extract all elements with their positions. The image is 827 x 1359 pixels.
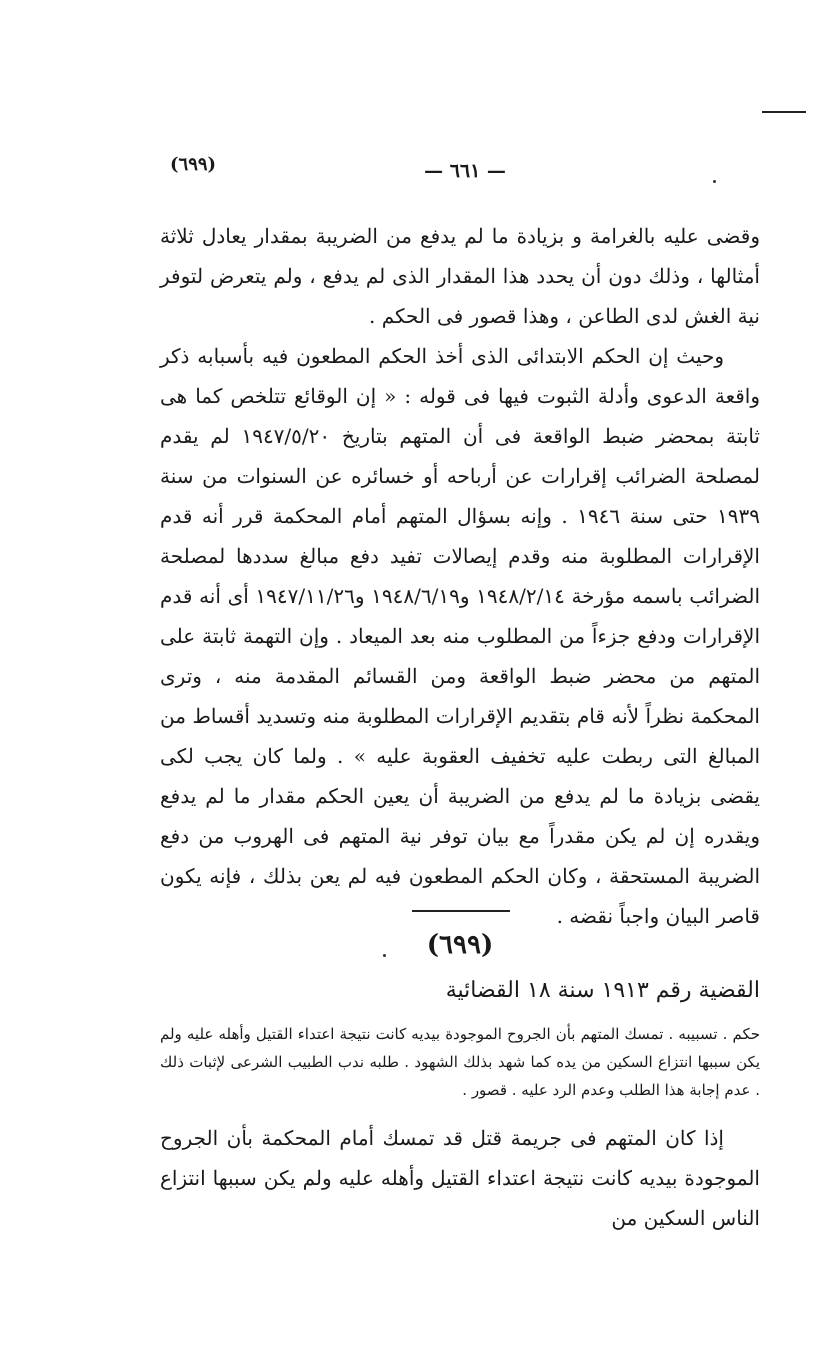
speck [713, 180, 716, 183]
case-paragraph-1: إذا كان المتهم فى جريمة قتل قد تمسك أمام المحكمة بأن الجروح الموجودة بيديه كانت نتيجة اعتداء القتيل وأهله عليه ولم يكن سببها انتزاع الناس السكين من [160, 1126, 760, 1230]
header-case-ref: (٦٩٩) [170, 154, 217, 175]
paragraph-2: وحيث إن الحكم الابتدائى الذى أخذ الحكم المطعون فيه بأسبابه ذكر واقعة الدعوى وأدلة الثبوت فيها فى قوله : « إن الوقائع تتلخص كما هى ثابتة بمحضر ضبط الواقعة فى أن المتهم بتاريخ ١٩٤٧/٥/٢٠ لم يقدم لمصلحة الضرائب إقرارات عن أرباحه أو خسائره عن السنوات من سنة ١٩٣٩ حتى سنة ١٩٤٦ . وإنه بسؤال المتهم أمام المحكمة قرر أنه قدم الإقرارات المطلوبة منه وقدم إيصالات تفيد دفع مبالغ سددها لمصلحة الضرائب باسمه مؤرخة ١٩٤٨/٢/١٤ و١٩٤٨/٦/١٩ و١٩٤٧/١١/٢٦ أى أنه قدم الإقرارات ودفع جزءاً من المطلوب منه بعد الميعاد . وإن التهمة ثابتة على المتهم من محضر ضبط الواقعة ومن القسائم المقدمة منه ، وترى المحكمة نظراً لأنه قام بتقديم الإقرارات المطلوبة منه وتسديد أقساط من المبالغ التى ربطت عليه تخفيف العقوبة عليه » . ولما كان يجب لكى يقضى بزيادة ما لم يدفع من الضريبة أن يعين الحكم مقدار ما لم يدفع ويقدره إن لم يكن مقدراً مع بيان توفر نية المتهم فى الهروب من دفع الضريبة المستحقة ، وكان الحكم المطعون فيه لم يعن بذلك ، فإنه يكون قاصر البيان واجباً نقضه . [160, 344, 761, 928]
section-divider [412, 910, 510, 912]
page-header [0, 150, 827, 190]
case-title: القضية رقم ١٩١٣ سنة ١٨ القضائية [445, 978, 760, 1003]
page-number: — ٦٦١ — [424, 160, 506, 182]
case-summary: حكم . تسبيبه . تمسك المتهم بأن الجروح الموجودة بيديه كانت نتيجة اعتداء القتيل وأهله عليه ولم يكن سببها انتزاع السكين من يده كما شهد بذلك الشهود . طلبه ندب الطبيب الشرعى لإثبات ذلك . عدم إجابة هذا الطلب وعدم الرد عليه . قصور . [160, 1025, 760, 1099]
paragraph-1: وقضى عليه بالغرامة و بزيادة ما لم يدفع من الضريبة بمقدار يعادل ثلاثة أمثالها ، وذلك دون أن يحدد هذا المقدار الذى لم يدفع ، ولم يتعرض لتوفر نية الغش لدى الطاعن ، وهذا قصور فى الحكم . [160, 224, 760, 328]
margin-rule [762, 111, 806, 113]
speck [383, 954, 386, 957]
ruling-body [160, 216, 760, 936]
case-number: (٦٩٩) [426, 930, 494, 960]
